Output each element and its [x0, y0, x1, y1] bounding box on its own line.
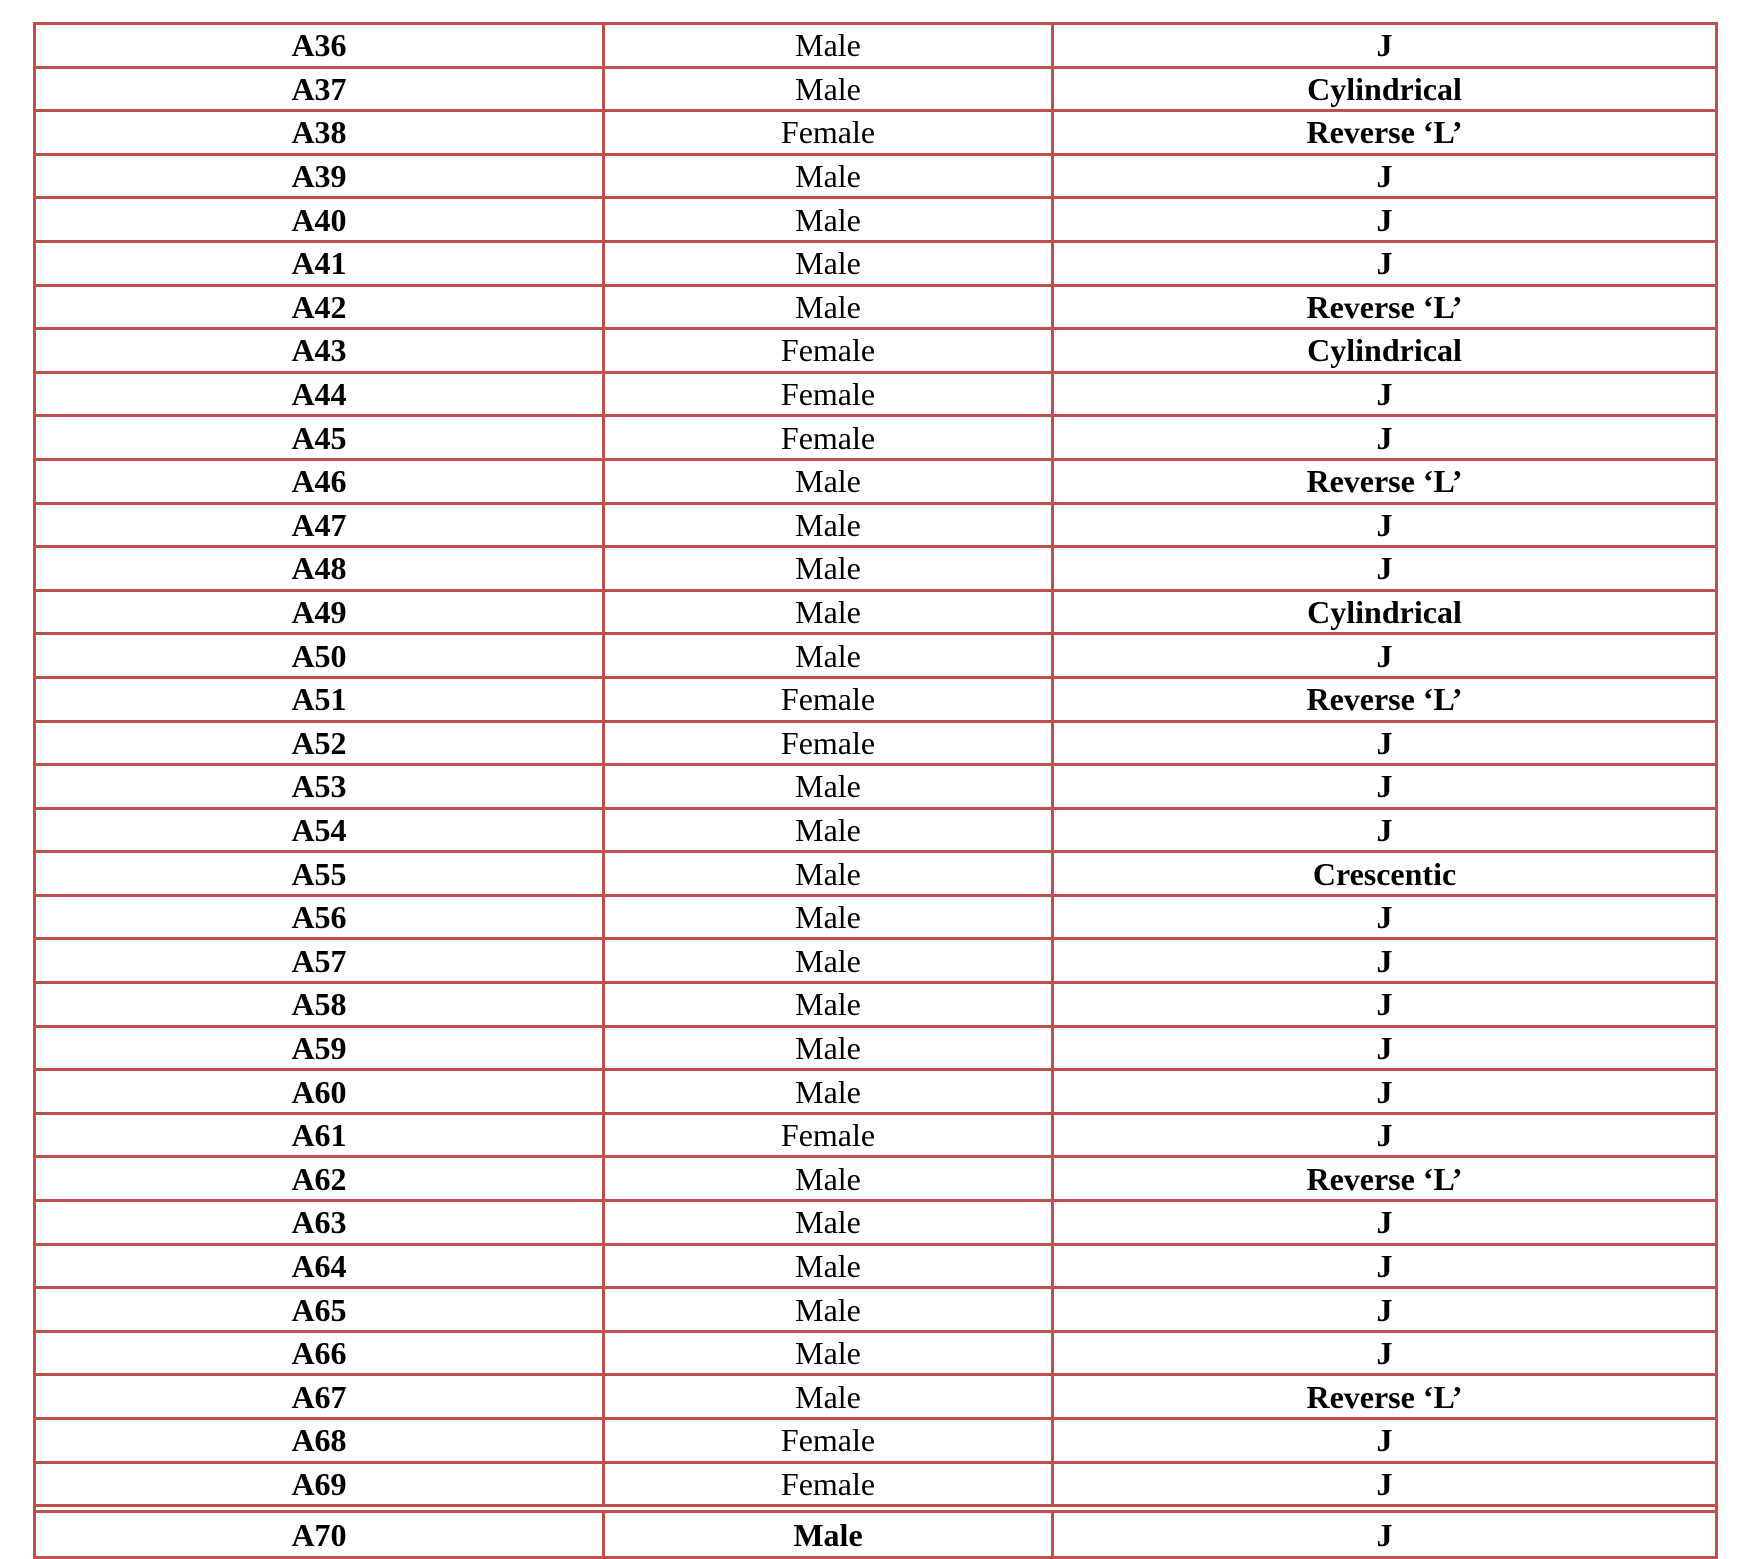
table-row — [36, 766, 1715, 810]
table-row — [36, 1202, 1715, 1246]
shape-cell: J — [1376, 1422, 1393, 1459]
shape-cell: Reverse ‘L’ — [1306, 1378, 1463, 1415]
shape-cell: Reverse ‘L’ — [1306, 288, 1463, 325]
specimen-id-cell: A53 — [36, 766, 605, 807]
shape-cell: Crescentic — [1312, 855, 1457, 892]
table-row — [36, 592, 1715, 636]
sex-cell: Male — [605, 766, 1054, 807]
shape-cell: Cylindrical — [1307, 594, 1462, 631]
specimen-id-cell: A49 — [36, 592, 605, 633]
specimen-id-cell: A61 — [36, 1115, 605, 1156]
specimen-id-cell: A44 — [36, 374, 605, 415]
shape-cell: J — [1376, 1117, 1393, 1154]
specimen-id-cell: A56 — [36, 897, 605, 938]
table-row — [36, 548, 1715, 592]
shape-cell: Cylindrical — [1307, 332, 1462, 369]
table-row — [36, 69, 1715, 113]
sex-cell: Male — [605, 1028, 1054, 1069]
shape-cell: J — [1376, 1247, 1393, 1284]
sex-cell: Male — [605, 461, 1054, 502]
shape-cell: J — [1376, 942, 1393, 979]
sex-cell: Male — [605, 505, 1054, 546]
specimen-id-cell: A47 — [36, 505, 605, 546]
table-row — [36, 374, 1715, 418]
table-row — [36, 1115, 1715, 1159]
table-row — [36, 1510, 1715, 1556]
specimen-id-cell: A60 — [36, 1071, 605, 1112]
sex-cell: Male — [605, 156, 1054, 197]
shape-cell: J — [1376, 1335, 1393, 1372]
shape-cell: J — [1376, 811, 1393, 848]
shape-cell: J — [1376, 1073, 1393, 1110]
sex-cell: Male — [605, 853, 1054, 894]
table-row — [36, 1028, 1715, 1072]
shape-cell: J — [1376, 376, 1393, 413]
specimen-id-cell: A63 — [36, 1202, 605, 1243]
shape-cell: J — [1376, 637, 1393, 674]
sex-cell: Male — [605, 1333, 1054, 1374]
shape-cell: Reverse ‘L’ — [1306, 1160, 1463, 1197]
specimen-id-cell: A43 — [36, 330, 605, 371]
sex-cell: Male — [605, 548, 1054, 589]
specimen-id-cell: A70 — [36, 1513, 605, 1556]
table-row — [36, 1289, 1715, 1333]
shape-cell: J — [1376, 1516, 1393, 1553]
specimen-id-cell: A66 — [36, 1333, 605, 1374]
shape-cell: J — [1376, 506, 1393, 543]
table-row — [36, 156, 1715, 200]
table-row — [36, 1071, 1715, 1115]
sex-cell: Male — [605, 635, 1054, 676]
shape-cell: J — [1376, 550, 1393, 587]
table-row — [36, 635, 1715, 679]
shape-cell: J — [1376, 201, 1393, 238]
specimen-id-cell: A65 — [36, 1289, 605, 1330]
table-row — [36, 1333, 1715, 1377]
shape-cell: J — [1376, 245, 1393, 282]
table-row — [36, 505, 1715, 549]
sex-cell: Female — [605, 374, 1054, 415]
sex-cell: Female — [605, 1115, 1054, 1156]
table-row — [36, 853, 1715, 897]
specimen-id-cell: A42 — [36, 287, 605, 328]
specimen-id-cell: A48 — [36, 548, 605, 589]
sex-cell: Male — [605, 69, 1054, 110]
specimen-id-cell: A38 — [36, 112, 605, 153]
specimen-id-cell: A51 — [36, 679, 605, 720]
specimen-id-cell: A41 — [36, 243, 605, 284]
table-row — [36, 243, 1715, 287]
shape-cell: J — [1376, 899, 1393, 936]
sex-cell: Male — [605, 287, 1054, 328]
sex-cell: Male — [605, 25, 1054, 66]
shape-cell: J — [1376, 27, 1393, 64]
table-row — [36, 330, 1715, 374]
specimen-id-cell: A54 — [36, 810, 605, 851]
shape-cell: J — [1376, 1465, 1393, 1502]
specimen-id-cell: A46 — [36, 461, 605, 502]
table-row — [36, 984, 1715, 1028]
table-row — [36, 1246, 1715, 1290]
sex-cell: Male — [605, 1246, 1054, 1287]
sex-cell: Male — [605, 1289, 1054, 1330]
table-row — [36, 461, 1715, 505]
specimen-id-cell: A57 — [36, 940, 605, 981]
table-row — [36, 1420, 1715, 1464]
sex-cell: Male — [605, 1202, 1054, 1243]
specimen-id-cell: A62 — [36, 1158, 605, 1199]
specimen-id-cell: A68 — [36, 1420, 605, 1461]
table-row — [36, 940, 1715, 984]
sex-cell: Male — [605, 243, 1054, 284]
shape-cell: J — [1376, 1204, 1393, 1241]
table-row — [36, 417, 1715, 461]
sex-cell: Male — [605, 1513, 1054, 1556]
sex-cell: Male — [605, 1376, 1054, 1417]
shape-cell: Reverse ‘L’ — [1306, 114, 1463, 151]
specimen-id-cell: A50 — [36, 635, 605, 676]
sex-cell: Male — [605, 199, 1054, 240]
shape-cell: J — [1376, 158, 1393, 195]
table-row — [36, 25, 1715, 69]
sex-cell: Male — [605, 810, 1054, 851]
specimen-id-cell: A36 — [36, 25, 605, 66]
table-row — [36, 810, 1715, 854]
sex-cell: Female — [605, 723, 1054, 764]
specimen-id-cell: A58 — [36, 984, 605, 1025]
table-row — [36, 723, 1715, 767]
shape-cell: Cylindrical — [1307, 70, 1462, 107]
sex-cell: Male — [605, 984, 1054, 1025]
sex-cell: Female — [605, 1464, 1054, 1505]
sex-cell: Female — [605, 112, 1054, 153]
specimen-id-cell: A67 — [36, 1376, 605, 1417]
specimen-id-cell: A59 — [36, 1028, 605, 1069]
shape-cell: J — [1376, 768, 1393, 805]
table-row — [36, 199, 1715, 243]
shape-cell: J — [1376, 1291, 1393, 1328]
shape-cell: J — [1376, 986, 1393, 1023]
table-row — [36, 897, 1715, 941]
specimen-id-cell: A52 — [36, 723, 605, 764]
table-row — [36, 112, 1715, 156]
sex-cell: Male — [605, 897, 1054, 938]
specimen-id-cell: A69 — [36, 1464, 605, 1505]
specimen-id-cell: A39 — [36, 156, 605, 197]
shape-cell: J — [1376, 1029, 1393, 1066]
specimen-id-cell: A40 — [36, 199, 605, 240]
specimen-id-cell: A37 — [36, 69, 605, 110]
sex-cell: Male — [605, 1071, 1054, 1112]
shape-cell: J — [1376, 724, 1393, 761]
sex-cell: Female — [605, 417, 1054, 458]
sex-cell: Male — [605, 940, 1054, 981]
shape-cell: Reverse ‘L’ — [1306, 681, 1463, 718]
sex-cell: Female — [605, 330, 1054, 371]
table-row — [36, 1376, 1715, 1420]
shape-cell: J — [1376, 419, 1393, 456]
specimen-id-cell: A55 — [36, 853, 605, 894]
table-row — [36, 1158, 1715, 1202]
shape-cell: Reverse ‘L’ — [1306, 463, 1463, 500]
table-row — [36, 1464, 1715, 1508]
sex-cell: Female — [605, 1420, 1054, 1461]
sex-cell: Male — [605, 592, 1054, 633]
sex-cell: Male — [605, 1158, 1054, 1199]
table-row — [36, 287, 1715, 331]
sex-cell: Female — [605, 679, 1054, 720]
table-row — [36, 679, 1715, 723]
data-table — [33, 22, 1718, 1559]
specimen-id-cell: A45 — [36, 417, 605, 458]
specimen-id-cell: A64 — [36, 1246, 605, 1287]
